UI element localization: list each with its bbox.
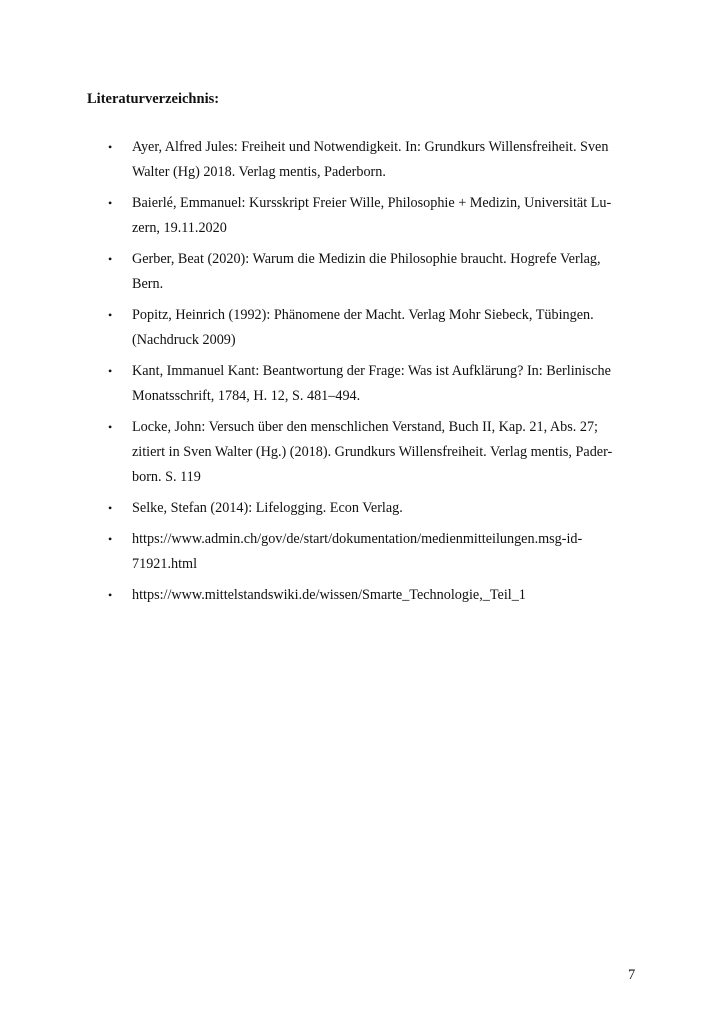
- reference-item: [0, 303, 632, 353]
- reference-text-line: 71921.html: [132, 556, 198, 572]
- reference-item: [0, 191, 632, 241]
- bullet-icon: •: [108, 501, 113, 515]
- bullet-icon: •: [108, 532, 113, 546]
- reference-text-line: Bern.: [132, 276, 164, 292]
- bibliography-heading: Literaturverzeichnis:: [87, 91, 220, 107]
- reference-text-line: Ayer, Alfred Jules: Freiheit und Notwendigkeit. In: Grundkurs Willensfreiheit. Sven: [132, 139, 609, 155]
- reference-text-line: (Nachdruck 2009): [132, 332, 236, 348]
- reference-item: [0, 247, 632, 297]
- bullet-icon: •: [108, 196, 113, 210]
- bullet-icon: •: [108, 308, 113, 322]
- page-number: 7: [628, 967, 636, 983]
- reference-text-line: Kant, Immanuel Kant: Beantwortung der Frage: Was ist Aufklärung? In: Berlinische: [132, 363, 611, 379]
- reference-item: [0, 415, 632, 490]
- reference-text-line: Gerber, Beat (2020): Warum die Medizin die Philosophie braucht. Hogrefe Verlag,: [132, 251, 601, 267]
- bullet-icon: •: [108, 364, 113, 378]
- reference-text-line: https://www.mittelstandswiki.de/wissen/Smarte_Technologie,_Teil_1: [132, 587, 526, 603]
- reference-item: [0, 135, 632, 185]
- bullet-icon: •: [108, 420, 113, 434]
- reference-item: [0, 496, 632, 521]
- reference-text-line: Baierlé, Emmanuel: Kursskript Freier Wille, Philosophie + Medizin, Universität Lu-: [132, 195, 612, 211]
- reference-item: [0, 527, 632, 577]
- reference-text-line: Monatsschrift, 1784, H. 12, S. 481–494.: [132, 388, 361, 404]
- reference-item: [0, 359, 632, 409]
- reference-text-line: Locke, John: Versuch über den menschlichen Verstand, Buch II, Kap. 21, Abs. 27;: [132, 419, 598, 435]
- reference-item: [0, 583, 632, 608]
- bullet-icon: •: [108, 140, 113, 154]
- reference-text-line: zitiert in Sven Walter (Hg.) (2018). Grundkurs Willensfreiheit. Verlag mentis, Pader-: [132, 444, 613, 460]
- reference-text-line: Walter (Hg) 2018. Verlag mentis, Paderborn.: [132, 164, 386, 180]
- reference-text-line: Selke, Stefan (2014): Lifelogging. Econ Verlag.: [132, 500, 403, 516]
- reference-text-line: Popitz, Heinrich (1992): Phänomene der Macht. Verlag Mohr Siebeck, Tübingen.: [132, 307, 594, 323]
- reference-list: [0, 135, 724, 614]
- reference-text-line: https://www.admin.ch/gov/de/start/dokumentation/medienmitteilungen.msg-id-: [132, 531, 583, 547]
- reference-text-line: born. S. 119: [132, 469, 201, 485]
- bullet-icon: •: [108, 588, 113, 602]
- reference-text-line: zern, 19.11.2020: [132, 220, 227, 236]
- bullet-icon: •: [108, 252, 113, 266]
